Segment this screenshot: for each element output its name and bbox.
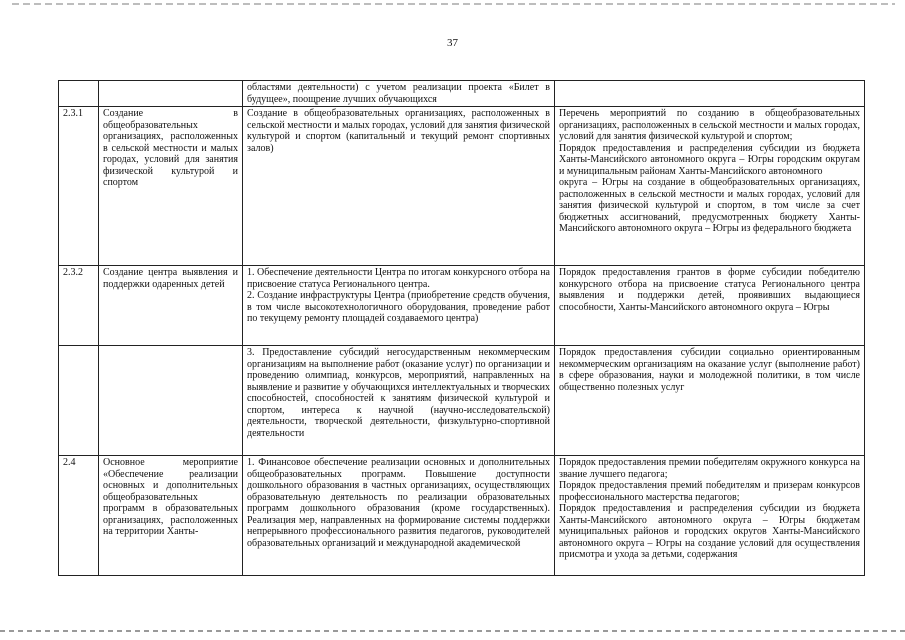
- row-activities: [243, 266, 555, 346]
- row-number: [59, 346, 99, 456]
- document-paragraph: Порядок предоставления и распределения субсидии из бюджета Ханты-Мансийского автономного округа – Югры городским округам и муниципальным районам Ханты-Мансийского автономного: [559, 142, 860, 177]
- activity-paragraph: Создание в общеобразовательных организациях, расположенных в сельской местности и малых городах, условий для занятия физической культурой и спортом (капитальный и текущий ремонт спортивных залов): [247, 108, 550, 154]
- activity-paragraph: 3. Предоставление субсидий негосударственным некоммерческим организациям на выполнение работ (оказание услуг) по организации и проведению олимпиад, конкурсов, мероприятий, направленных на выявление и развитие у обучающихся интеллектуальных и творческих способностей, способностей к занятиям физической культурой и спортом, интереса к научной (научно-исследовательской) деятельности, творческой деятельности, физкультурно-спортивной деятельности: [247, 347, 550, 439]
- row-number: 2.4: [59, 456, 99, 576]
- document-paragraph: Порядок предоставления и распределения субсидии из бюджета Ханты-Мансийского автономного округа – Югры бюджетам муниципальных районов и городских округов Ханты-Мансийского автономного округа – Югры на создание условий для осуществления присмотра и ухода за детьми, содержания: [559, 503, 860, 560]
- row-documents: [555, 107, 865, 266]
- row-name: Создание в общеобразовательных организациях, расположенных в сельской местности и малых городах, условий для занятия физической культурой и спортом: [99, 107, 243, 266]
- activity-paragraph: 1. Финансовое обеспечение реализации основных и дополнительных общеобразовательных программ. Повышение доступности дошкольного образования в частных организациях, осуществляющих образовательную деятельность по реализации образовательных программ дошкольного образования (кроме государственных). Реализация мер, направленных на формирование системы поддержки непрерывного профессионального развития педагогов, руководителей образовательных организаций и международной академической: [247, 457, 550, 549]
- row-activities: [243, 107, 555, 266]
- row-number: 2.3.1: [59, 107, 99, 266]
- activity-paragraph: 2. Создание инфраструктуры Центра (приобретение средств обучения, в том числе высокотехнологичного оборудования, проведение работ по текущему ремонту площадей создаваемого центра): [247, 290, 550, 324]
- row-activities: [243, 456, 555, 576]
- row-activities: [243, 81, 555, 107]
- document-paragraph: округа – Югры на создание в общеобразовательных организациях, расположенных в сельской местности и малых городах, условий для занятия физической культурой и спортом, в том числе за счет бюджетных ассигнований, предусмотренных бюджету Ханты-Мансийского автономного округа – Югры из федерального бюджета: [559, 177, 860, 234]
- document-paragraph: Порядок предоставления грантов в форме субсидии победителю конкурсного отбора на присвоение статуса Регионального центра выявления и поддержки детей, проявивших выдающиеся способности, Ханты-Мансийского автономного округа – Югры: [559, 267, 860, 313]
- document-paragraph: Порядок предоставления премии победителям окружного конкурса на звание лучшего педагога;: [559, 457, 860, 480]
- row-name: Основное мероприятие «Обеспечение реализации основных и дополнительных общеобразовательных программ в образовательных организациях, расположенных на территории Ханты-: [99, 456, 243, 576]
- row-number: [59, 81, 99, 107]
- document-paragraph: Порядок предоставления субсидии социально ориентированным некоммерческим организациям на оказание услуг (выполнение работ) в сфере образования, науки и молодежной политики, в том числе общественно полезных услуг: [559, 347, 860, 393]
- row-documents: [555, 346, 865, 456]
- row-activities: [243, 346, 555, 456]
- activity-paragraph: 1. Обеспечение деятельности Центра по итогам конкурсного отбора на присвоение статуса Регионального центра.: [247, 267, 550, 290]
- row-documents: [555, 266, 865, 346]
- row-documents: [555, 81, 865, 107]
- row-name: Создание центра выявления и поддержки одаренных детей: [99, 266, 243, 346]
- activity-paragraph: областями деятельности) с учетом реализации проекта «Билет в будущее», поощрение лучших обучающихся: [247, 82, 550, 105]
- row-documents: [555, 456, 865, 576]
- scan-edge-bottom: [0, 630, 905, 632]
- page-number: 37: [447, 37, 458, 49]
- table-row: [59, 266, 865, 346]
- table-row: [59, 346, 865, 456]
- row-number: 2.3.2: [59, 266, 99, 346]
- document-paragraph: Перечень мероприятий по созданию в общеобразовательных организациях, расположенных в сельской местности и малых городах, условий для занятия физической культурой и спортом;: [559, 108, 860, 142]
- program-activities-table: [58, 80, 865, 576]
- row-name: [99, 346, 243, 456]
- table-row: [59, 456, 865, 576]
- table-row: [59, 107, 865, 266]
- row-name: [99, 81, 243, 107]
- scan-edge-top: [12, 3, 895, 5]
- table-row: [59, 81, 865, 107]
- document-paragraph: Порядок предоставления премий победителям и призерам конкурсов профессионального мастерства педагогов;: [559, 480, 860, 503]
